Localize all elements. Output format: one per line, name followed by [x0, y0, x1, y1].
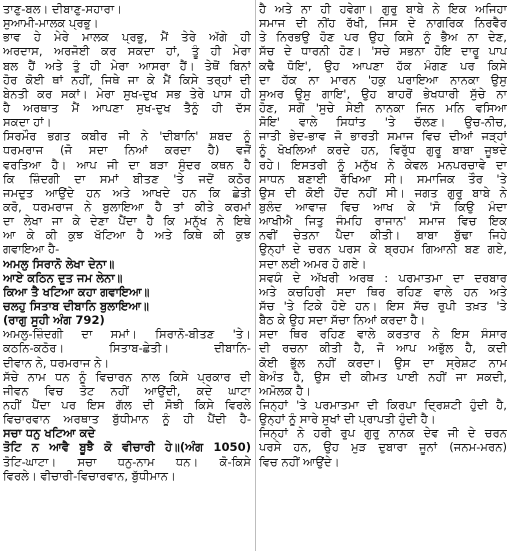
text-line: ਵਿਚ ਨਹੀਂ ਆਉਂਦੇ। [259, 454, 340, 469]
text-line: ਦੀਵਾਨ ਨੇ, ਧਰਮਰਾਜ ਨੇ। [3, 355, 110, 370]
text-line: ਹੈ ਅਤੇ ਨਾ ਹੀ ਹਵੇਗਾ। ਗੁਰੂ ਬਾਬੇ ਨੇ ਇਕ ਅਜਿਹਾ [259, 2, 507, 16]
text-line: ਤੋਟਿ-ਘਾਟਾ। ਸਚਾ ਧਨੁ-ਨਾਮ ਧਨ। ਕੋ-ਕਿਸੇ [3, 454, 251, 469]
text-line: ਸੱਚ 'ਤੇ ਟਿਕੇ ਹੋਏ ਹਨ। ਇਸ ਸੱਚ ਰੂਪੀ ਤਖ਼ਤ 'ਤੇ [259, 298, 507, 313]
left-text-column [3, 2, 251, 483]
verse-line: ਕਿਆ ਤੈ ਖਟਿਆ ਕਹਾ ਗਵਾਇਆ॥ [3, 284, 150, 299]
text-line: ਹੋਣ, ਸਗੋਂ 'ਸੂਚੇ ਸੇਈ ਨਾਨਕਾ ਜਿਨ ਮਨਿ ਵਸਿਆ [259, 100, 507, 115]
text-line: ਨਹੀਂ ਪੈਂਦਾ ਪਰ ਇਸ ਗੱਲ ਦੀ ਸੋਝੀ ਕਿਸੇ ਵਿਰਲੇ [3, 397, 251, 412]
text-line: ਵਰਤਿਆ ਹੈ। ਆਪ ਜੀ ਦਾ ਬੜਾ ਸੁੰਦਰ ਕਥਨ ਹੈ [3, 157, 251, 172]
text-line: ਆਖੀਐ ਜਿਤੁ ਜੰਮਹਿ ਰਾਜਾਨ' ਸਮਾਜ ਵਿਚ ਇਕ [259, 214, 507, 229]
verse-line: (ਰਾਗੁ ਸੂਹੀ ਅੰਗ 792) [3, 313, 105, 328]
text-line: ਅਰਦਾਸ, ਅਰਜੋਈ ਕਰ ਸਕਦਾ ਹਾਂ, ਤੂੰ ਹੀ ਮੇਰਾ [3, 44, 251, 59]
text-line: ਵਿਰਲੇ। ਵੀਚਾਰੀ-ਵਿਚਾਰਵਾਨ, ਬੁੱਧੀਮਾਨ। [3, 468, 176, 483]
text-line: ਸਦਾ ਥਿਰ ਰਹਿਣ ਵਾਲੇ ਕਰਤਾਰ ਨੇ ਇਸ ਸੰਸਾਰ [259, 327, 507, 342]
text-line: ਸਕਦਾ ਹਾਂ। [3, 115, 52, 130]
text-line: ਕੋਈ ਭੁੱਲ ਨਹੀਂ ਕਰਦਾ। ਉਸ ਦਾ ਸ੍ਰੇਸ਼ਟ ਨਾਮ [259, 355, 507, 370]
text-line: ਬੇਨਤੀ ਕਰ ਸਕਾਂ। ਮੇਰਾ ਸੁਖ-ਦੁਖ ਸਭ ਤੇਰੇ ਪਾਸ ਹੀ [3, 86, 251, 101]
text-line: ਬਲ ਹੈਂ ਅਤੇ ਤੂੰ ਹੀ ਮੇਰਾ ਆਸਰਾ ਹੈਂ। ਤੇਥੋਂ ਬਿਨਾਂ [3, 58, 251, 73]
text-line: ਪਰਸੇ ਹਨ, ਉਹ ਮੁੜ ਦੁਬਾਰਾ ਜੂਨਾਂ (ਜਨਮ-ਮਰਨ) [259, 440, 507, 455]
text-line: ਭਾਵ ਹੇ ਮੇਰੇ ਮਾਲਕ ਪ੍ਰਭੂ, ਮੈਂ ਤੇਰੇ ਅੱਗੇ ਹੀ [3, 30, 251, 45]
verse-line: ਅਮਲੁ ਸਿਰਾਨੋ ਲੇਖਾ ਦੇਨਾ॥ [3, 256, 115, 271]
text-line: ਹੋਰ ਕੋਈ ਥਾਂ ਨਹੀਂ, ਜਿਥੇ ਜਾ ਕੇ ਮੈਂ ਕਿਸੇ ਤਰ੍ਹਾਂ ਦੀ [3, 72, 251, 87]
text-line: ਰਹੇ। ਇਸਤਰੀ ਨੂੰ ਮਨੁੱਖ ਨੇ ਕੇਵਲ ਮਨਪਰਚਾਵੇ ਦਾ [259, 157, 507, 172]
verse-line: ਚਲਹੁ ਸਿਤਾਬ ਦੀਬਾਨਿ ਬੁਲਾਇਆ॥ [3, 298, 149, 313]
text-line: ਦੀ ਰਚਨਾ ਕੀਤੀ ਹੈ, ਜੋ ਆਪ ਅਭੁੱਲ ਹੈ, ਕਦੀ [259, 341, 507, 356]
verse-line: ਤੋਟਿ ਨ ਆਵੈ ਬੂਝੈ ਕੋ ਵੀਚਾਰੀ ਹੇ॥(ਅੰਗ 1050) [3, 440, 251, 455]
text-line: ਕਠਨਿ-ਕਠੋਰ। ਸਿਤਾਬ-ਛੇਤੀ। ਦੀਬਾਨਿ- [3, 341, 251, 356]
text-line: ਸੱਚ ਦੇ ਧਾਰਨੀ ਹੋਣ। 'ਸਚੇ ਸਭਨਾ ਹੋਇ ਦਾਰੂ ਪਾਪ [259, 44, 507, 59]
text-line: ਸੂਅਰ ਉਸੁ ਗਾਇ', ਉਹ ਬਾਹਰੋਂ ਭੇਖਧਾਰੀ ਸੁੱਚੇ ਨਾ [259, 86, 507, 101]
column-divider [255, 0, 256, 551]
text-line: ਜਮਦੂਤ ਆਉਂਦੇ ਹਨ ਅਤੇ ਆਖਦੇ ਹਨ ਕਿ ਛੇਤੀ [3, 185, 251, 200]
text-line: ਬੈਠ ਕੇ ਉਹ ਸਦਾ ਸੱਚਾ ਨਿਆਂ ਕਰਦਾ ਹੈ। [259, 313, 426, 328]
text-line: ਬੁਲੰਦ ਆਵਾਜ਼ ਵਿਚ ਆਖ ਕੇ 'ਸੋ ਕਿਉ ਮੰਦਾ [259, 199, 507, 214]
text-line: ਹੈ ਅਰਥਾਤ ਮੈਂ ਆਪਣਾ ਸੁਖ-ਦੁਖ ਤੈਨੂੰ ਹੀ ਦੱਸ [3, 100, 251, 115]
text-line: ਦਾ ਲੇਖਾ ਜਾ ਕੇ ਦੇਣਾ ਪੈਂਦਾ ਹੈ ਕਿ ਮਨੁੱਖ ਨੇ ਇਥੇ [3, 214, 251, 229]
text-line: ਸਵਯੰ ਦੇ ਅੱਖਰੀ ਅਰਥ : ਪਰਮਾਤਮਾ ਦਾ ਦਰਬਾਰ [259, 270, 507, 285]
text-line: ਤਾਣੁ-ਬਲ। ਦੀਬਾਣੁ-ਸਹਾਰਾ। [3, 2, 122, 16]
text-line: ਨਵੀਂ ਚੇਤਨਾ ਪੈਦਾ ਕੀਤੀ। ਬਾਬਾ ਬੁੱਢਾ ਜਿਹੇ [259, 228, 507, 243]
text-line: ਸੱਚੇ ਨਾਮ ਧਨ ਨੂੰ ਵਿਚਾਰਨ ਨਾਲ ਕਿਸੇ ਪ੍ਰਕਾਰ ਦੀ [3, 369, 251, 384]
text-line: ਤੇ ਨਿਰਭਉ ਹੋਣ ਪਰ ਉਹ ਕਿਸੇ ਨੂੰ ਭੈਅ ਨਾ ਦੇਣ, [259, 30, 507, 45]
text-line: ਨੂੰ ਖੋਖਲਿਆਂ ਕਰਦੇ ਹਨ, ਵਿਰੁੱਧ ਗੁਰੂ ਬਾਬਾ ਜੂਝਦੇ [259, 143, 507, 158]
text-line: ਅਮਲੁ-ਜ਼ਿੰਦਗੀ ਦਾ ਸਮਾਂ। ਸਿਰਾਨੋ-ਬੀਤਣ 'ਤੇ। [3, 327, 251, 342]
text-line: ਕਰੋ, ਧਰਮਰਾਜ ਨੇ ਬੁਲਾਇਆ ਹੈ ਤਾਂ ਕੀਤੇ ਕਰਮਾਂ [3, 199, 251, 214]
text-line: ਸੋਇ' ਵਾਲੇ ਸਿਧਾਂਤ 'ਤੇ ਚੱਲਣ। ਉਚ-ਨੀਚ, [259, 115, 507, 130]
text-line: ਵਿਚਾਰਵਾਨ ਅਰਥਾਤ ਬੁੱਧੀਮਾਨ ਨੂੰ ਹੀ ਪੈਂਦੀ ਹੈ- [3, 412, 251, 427]
text-line: ਉਨ੍ਹਾਂ ਦੇ ਚਰਨ ਪਰਸ ਕੇ ਬ੍ਰਹਮ ਗਿਆਨੀ ਬਣ ਗਏ, [259, 242, 507, 257]
text-line: ਅਤੇ ਕਚਹਿਰੀ ਸਦਾ ਥਿਰ ਰਹਿਣ ਵਾਲੇ ਹਨ ਅਤੇ [259, 284, 507, 299]
text-line: ਜਾਤੀ ਭੇਦ-ਭਾਵ ਜੋ ਭਾਰਤੀ ਸਮਾਜ ਵਿਚ ਦੀਆਂ ਜੜ੍ਹਾਂ [259, 129, 507, 144]
text-line: ਗਵਾਇਆ ਹੈ- [3, 242, 60, 257]
text-line: ਸਦਾ ਲਈ ਅਮਰ ਹੋ ਗਏ। [259, 256, 367, 271]
text-line: ਬੇਅੰਤ ਹੈ, ਉਸ ਦੀ ਕੀਮਤ ਪਾਈ ਨਹੀਂ ਜਾ ਸਕਦੀ, [259, 369, 507, 384]
text-line: ਕਢੈ ਧੋਇ', ਉਹ ਆਪਣਾ ਹੱਕ ਮੰਗਣ ਪਰ ਕਿਸੇ [259, 58, 507, 73]
text-line: ਜੀਵਨ ਵਿਚ ਤੋਟ ਨਹੀਂ ਆਉਂਦੀ, ਕਦੇ ਘਾਟਾ [3, 383, 251, 398]
text-line: ਸੁਆਮੀ-ਮਾਲਕ ਪ੍ਰਭੂ। [3, 16, 99, 31]
text-line: ਜਿਨ੍ਹਾਂ ਨੇ ਹਰੀ ਰੂਪ ਗੁਰੂ ਨਾਨਕ ਦੇਵ ਜੀ ਦੇ ਚਰਨ [259, 426, 507, 441]
right-text-column [259, 2, 507, 469]
text-line: ਉਨ੍ਹਾਂ ਨੂੰ ਸਾਰੇ ਸੁਖਾਂ ਦੀ ਪ੍ਰਾਪਤੀ ਹੁੰਦੀ ਹੈ। [259, 412, 436, 427]
text-line: ਧਰਮਰਾਜ (ਜੋ ਸਦਾ ਨਿਆਂ ਕਰਦਾ ਹੈ) ਵਜੋਂ [3, 143, 251, 158]
text-line: ਸਾਧਨ ਬਣਾਈ ਰੱਖਿਆ ਸੀ। ਸਮਾਜਿਕ ਤੌਰ 'ਤੇ [259, 171, 507, 186]
text-line: ਸਮਾਜ ਦੀ ਨੀਂਹ ਰੱਖੀ, ਜਿਸ ਦੇ ਨਾਗਰਿਕ ਨਿਰਵੈਰ [259, 16, 507, 31]
verse-line: ਆਏ ਕਠਿਨ ਦੂਤ ਜਮ ਲੇਨਾ॥ [3, 270, 123, 285]
text-line: ਜਿਨ੍ਹਾਂ 'ਤੇ ਪਰਮਾਤਮਾ ਦੀ ਕਿਰਪਾ ਦ੍ਰਿਸ਼ਟੀ ਹੁੰਦੀ ਹੈ, [259, 397, 507, 412]
text-line: ਦਾ ਹੱਕ ਨਾ ਮਾਰਨ 'ਹਕੁ ਪਰਾਇਆ ਨਾਨਕਾ ਉਸੁ [259, 72, 507, 87]
text-line: ਸਿਰਮੌਰ ਭਗਤ ਕਬੀਰ ਜੀ ਨੇ 'ਦੀਬਾਨਿ' ਸ਼ਬਦ ਨੂੰ [3, 129, 251, 144]
text-line: ਕਿ ਜ਼ਿੰਦਗੀ ਦਾ ਸਮਾਂ ਬੀਤਣ 'ਤੇ ਜਦੋਂ ਕਠੋਰ [3, 171, 251, 186]
text-line: ਅਮੋਲਕ ਹੈ। [259, 383, 311, 398]
text-line: ਆ ਕੇ ਕੀ ਕੁਝ ਖੱਟਿਆ ਹੈ ਅਤੇ ਕਿਥੇ ਕੀ ਕੁਝ [3, 228, 251, 243]
verse-line: ਸਚਾ ਧਨੁ ਖਟਿਆ ਕਦੇ [3, 426, 96, 441]
text-line: ਉਸ ਦੀ ਕੋਈ ਹੋਂਦ ਨਹੀਂ ਸੀ। ਜਗਤ ਗੁਰੂ ਬਾਬੇ ਨੇ [259, 185, 507, 200]
